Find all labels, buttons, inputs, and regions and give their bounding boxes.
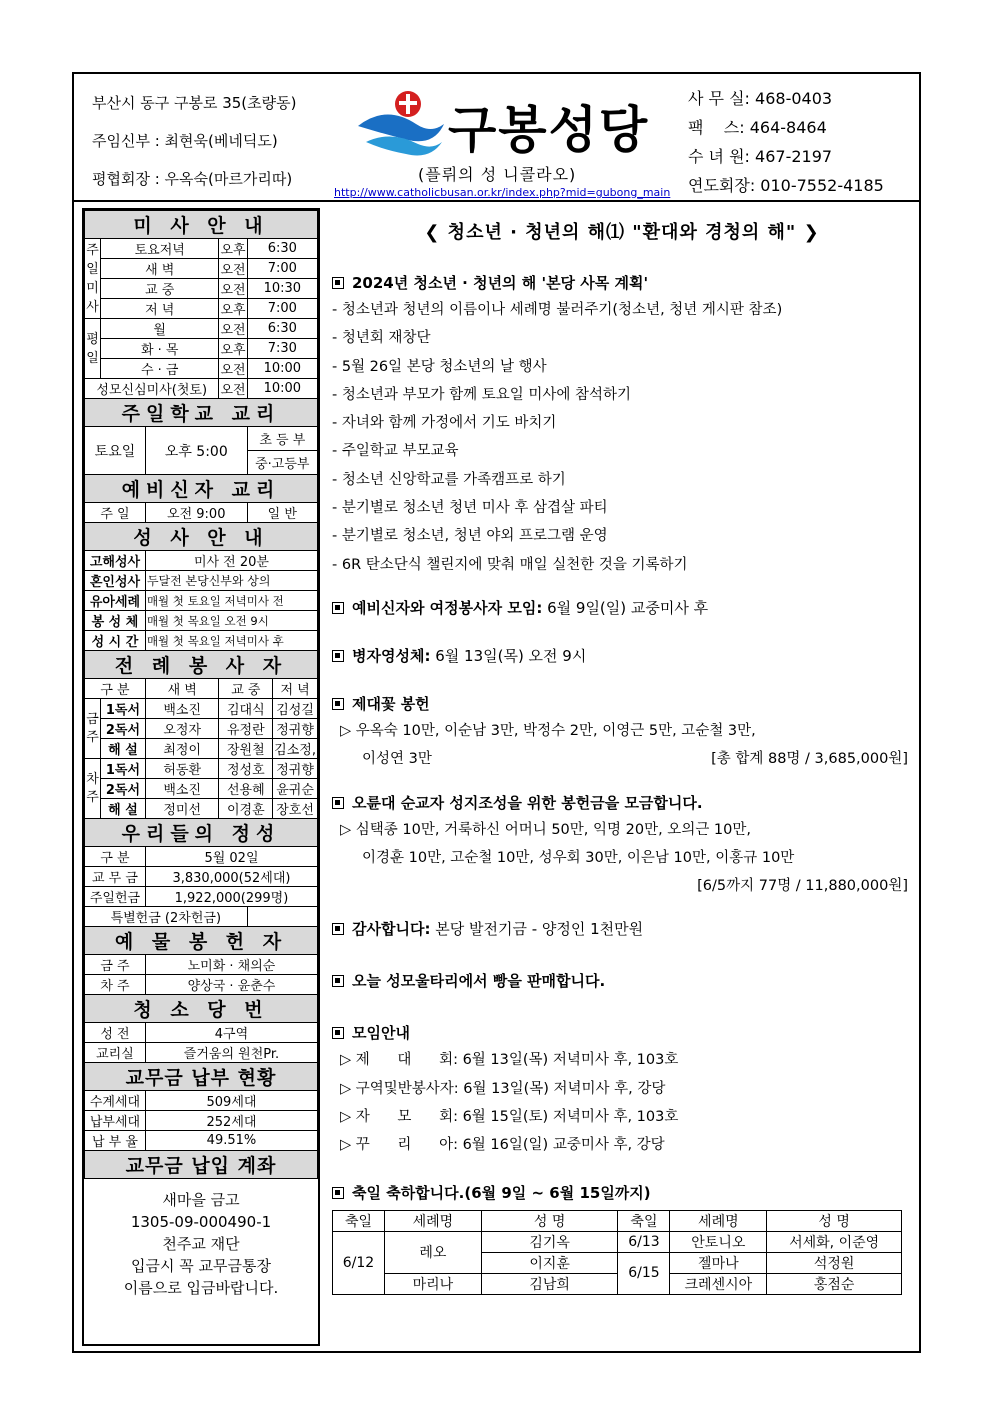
mass-name: 월 — [100, 319, 219, 339]
school-group: 초 등 부 — [247, 427, 317, 451]
feast-saint: 안토니오 — [670, 1231, 767, 1252]
parish-logo — [334, 84, 676, 199]
mass-time: 10:30 — [247, 279, 317, 299]
clean-title: 청 소 당 번 — [85, 995, 318, 1023]
left-column — [82, 208, 320, 1346]
school-day: 토요일 — [85, 427, 146, 475]
liturgy-person: 김대식 — [219, 699, 273, 719]
liturgy-person: 백소진 — [145, 779, 219, 799]
liturgy-person: 이경훈 — [219, 799, 273, 819]
plan-item: - 5월 26일 본당 청소년의 날 행사 — [332, 358, 547, 375]
bulletin-page — [72, 72, 921, 1353]
feast-person: 석정원 — [767, 1252, 902, 1273]
offering-value: 1,922,000(299명) — [145, 887, 317, 907]
patron-saint: (플뤼의 성 니콜라오) — [418, 165, 577, 184]
feast-saint: 마리나 — [384, 1273, 481, 1294]
mass-time: 6:30 — [247, 319, 317, 339]
school-title: 주일학교 교리 — [85, 399, 318, 427]
mass-title: 미 사 안 내 — [85, 211, 318, 239]
account-holder: 천주교 재단 — [162, 1235, 240, 1253]
liturgy-person: 윤귀순 — [273, 779, 318, 799]
due-value: 49.51% — [145, 1131, 317, 1151]
flower-donors: 이성연 3만 [총 합계 88명 / 3,685,000원] — [332, 745, 912, 773]
address: 부산시 동구 구봉로 35(초량동) — [92, 94, 297, 112]
meeting-item: ▷ 구역및반봉사자: 6월 13일(목) 저녁미사 후, 강당 — [340, 1080, 666, 1097]
mass-ampm: 오전 — [219, 279, 247, 299]
liturgy-person: 김성길 — [273, 699, 318, 719]
liturgy-role: 2독서 — [100, 719, 145, 739]
school-time: 오후 5:00 — [145, 427, 247, 475]
feast-head: 세례명 — [384, 1210, 481, 1231]
meeting-item: ▷ 제 대 회: 6월 13일(목) 저녁미사 후, 103호 — [340, 1052, 679, 1069]
header — [74, 74, 919, 202]
offering-title: 우리들의 정성 — [85, 819, 318, 847]
feast-date: 6/13 — [618, 1231, 670, 1252]
mass-name: 수 · 금 — [100, 359, 219, 379]
contact-funeral: 연도회장: 010-7552-4185 — [688, 176, 884, 195]
account-bank: 새마을 금고 — [162, 1191, 240, 1209]
feast-head: 성 명 — [767, 1210, 902, 1231]
square-bullet-icon — [332, 923, 344, 935]
feast-head: 성 명 — [481, 1210, 618, 1231]
liturgy-head: 교 중 — [219, 679, 273, 699]
square-bullet-icon — [332, 698, 344, 710]
feast-date: 6/12 — [333, 1231, 385, 1294]
school-group: 중·고등부 — [247, 451, 317, 475]
liturgy-person: 오정자 — [145, 719, 219, 739]
offering-label: 특별헌금 (2차헌금) — [85, 907, 248, 927]
mass-name: 교 중 — [100, 279, 219, 299]
liturgy-role: 해 설 — [100, 799, 145, 819]
account-number: 1305-09-000490-1 — [130, 1213, 272, 1231]
offering-label: 교 무 금 — [85, 867, 146, 887]
liturgy-week-label: 금주 — [85, 699, 101, 759]
council-president: 평협회장 : 우옥숙(마르가리따) — [92, 170, 293, 188]
sacrament-info: 매월 첫 목요일 오전 9시 — [145, 611, 317, 631]
contact-convent: 수 녀 원: 467-2197 — [688, 147, 833, 166]
liturgy-role: 해 설 — [100, 739, 145, 759]
square-bullet-icon — [332, 602, 344, 614]
liturgy-title: 전 례 봉 사 자 — [85, 651, 318, 679]
section-heading: 오륜대 순교자 성지조성을 위한 봉헌금을 모금합니다. — [332, 790, 912, 816]
feast-person: 김남희 — [481, 1273, 618, 1294]
mass-time: 6:30 — [247, 239, 317, 259]
plan-item: - 분기별로 청소년 청년 미사 후 삼겹살 파티 — [332, 500, 608, 517]
due-label: 수계세대 — [85, 1091, 146, 1111]
liturgy-person: 최정이 — [145, 739, 219, 759]
catechumen-time: 오전 9:00 — [145, 503, 247, 523]
square-bullet-icon — [332, 1187, 344, 1199]
section-heading: 감사합니다: 본당 발전기금 - 양정인 1천만원 — [332, 916, 912, 942]
due-label: 납 부 율 — [85, 1131, 146, 1151]
due-title: 교무금 납부 현황 — [85, 1063, 318, 1091]
gift-label: 차 주 — [85, 975, 146, 995]
section-heading: 예비신자와 여정봉사자 모임: 6월 9일(일) 교중미사 후 — [332, 595, 912, 621]
sacrament-name: 혼인성사 — [85, 571, 146, 591]
feast-person: 김기옥 — [481, 1231, 618, 1252]
liturgy-role: 1독서 — [100, 759, 145, 779]
feast-date: 6/15 — [618, 1252, 670, 1294]
due-label: 납부세대 — [85, 1111, 146, 1131]
plan-item: - 청소년과 청년의 이름이나 세례명 불러주기(청소년, 청년 게시판 참조) — [332, 302, 783, 318]
liturgy-person: 정귀향 — [273, 759, 318, 779]
mass-name: 새 벽 — [100, 259, 219, 279]
mass-ampm: 오후 — [219, 299, 247, 319]
plan-item: - 6R 탄소단식 챌린지에 맞춰 매일 실천한 것을 기록하기 — [332, 556, 688, 573]
liturgy-person: 유정란 — [219, 719, 273, 739]
due-value: 252세대 — [145, 1111, 317, 1131]
mass-time: 10:00 — [247, 359, 317, 379]
liturgy-head: 저 녁 — [273, 679, 318, 699]
flower-donors: ▷ 우옥숙 10만, 이순남 3만, 박정수 2만, 이영근 5만, 고순철 3만, — [340, 722, 756, 739]
liturgy-role: 1독서 — [100, 699, 145, 719]
feast-person: 이지훈 — [481, 1252, 618, 1273]
feast-saint: 레오 — [384, 1231, 481, 1273]
plan-item: - 청년회 재창단 — [332, 330, 431, 347]
square-bullet-icon — [332, 975, 344, 987]
feast-head: 세례명 — [670, 1210, 767, 1231]
mass-time: 10:00 — [247, 379, 317, 399]
right-column — [332, 214, 912, 1295]
mass-ampm: 오후 — [219, 339, 247, 359]
clean-place: 교리실 — [85, 1043, 146, 1063]
account-note: 입금시 꼭 교무금통장 — [131, 1257, 271, 1275]
pastor: 주임신부 : 최현욱(베네딕도) — [92, 132, 278, 150]
sacrament-name: 봉 성 체 — [85, 611, 146, 631]
feast-table — [332, 1210, 902, 1295]
mass-ampm: 오후 — [219, 239, 247, 259]
catechumen-day: 주 일 — [85, 503, 146, 523]
gift-names: 노미화 · 채의순 — [145, 955, 317, 975]
offering-label: 주일헌금 — [85, 887, 146, 907]
offering-value — [247, 907, 317, 927]
section-heading: 2024년 청소년 · 청년의 해 '본당 사목 계획' — [332, 270, 912, 296]
catechumen-group: 일 반 — [247, 503, 317, 523]
gift-title: 예 물 봉 헌 자 — [85, 927, 318, 955]
liturgy-person: 백소진 — [145, 699, 219, 719]
plan-item: - 청소년 신앙학교를 가족캠프로 하기 — [332, 471, 566, 488]
mass-ampm: 오전 — [219, 319, 247, 339]
martyr-donors: ▷ 심택종 10만, 거룩하신 어머니 50만, 익명 20만, 오의근 10만, — [340, 821, 752, 838]
feast-person: 서세화, 이준영 — [767, 1231, 902, 1252]
section-heading: 축일 축하합니다.(6월 9일 ~ 6월 15일까지) — [332, 1180, 912, 1206]
clean-group: 4구역 — [145, 1023, 317, 1043]
offering-value: 5월 02일 — [145, 847, 317, 867]
liturgy-person: 김소정, — [273, 739, 318, 759]
sacrament-info: 매월 첫 토요일 저녁미사 전 — [145, 591, 317, 611]
contact-office: 사 무 실: 468-0403 — [688, 89, 833, 108]
section-heading: 병자영성체: 6월 13일(목) 오전 9시 — [332, 643, 912, 669]
due-value: 509세대 — [145, 1091, 317, 1111]
section-heading: 모임안내 — [332, 1020, 912, 1046]
offering-value: 3,830,000(52세대) — [145, 867, 317, 887]
square-bullet-icon — [332, 1027, 344, 1039]
liturgy-person: 정미선 — [145, 799, 219, 819]
meeting-item: ▷ 꾸 리 아: 6월 16일(일) 교중미사 후, 강당 — [340, 1137, 665, 1154]
offering-label: 구 분 — [85, 847, 146, 867]
sacrament-info: 매월 첫 목요일 저녁미사 후 — [145, 631, 317, 651]
gift-label: 금 주 — [85, 955, 146, 975]
feast-head: 축일 — [618, 1210, 670, 1231]
meeting-item: ▷ 자 모 회: 6월 15일(토) 저녁미사 후, 103호 — [340, 1109, 679, 1126]
plan-item: - 청소년과 부모가 함께 토요일 미사에 참석하기 — [332, 386, 632, 403]
mass-name: 성모신심미사(첫토) — [85, 379, 219, 399]
square-bullet-icon — [332, 650, 344, 662]
mass-ampm: 오전 — [219, 379, 247, 399]
sacrament-info: 미사 전 20분 — [145, 551, 317, 571]
square-bullet-icon — [332, 277, 344, 289]
weekday-mass-label: 평일 — [85, 319, 101, 379]
liturgy-head: 구 분 — [85, 679, 146, 699]
martyr-total: [6/5까지 77명 / 11,880,000원] — [697, 878, 908, 895]
section-heading: 제대꽃 봉헌 — [332, 691, 912, 717]
clean-place: 성 전 — [85, 1023, 146, 1043]
liturgy-person: 장호선 — [273, 799, 318, 819]
feast-saint: 크레센시아 — [670, 1273, 767, 1294]
liturgy-role: 2독서 — [100, 779, 145, 799]
gift-names: 양상국 · 윤춘수 — [145, 975, 317, 995]
liturgy-person: 정귀향 — [273, 719, 318, 739]
mass-time: 7:00 — [247, 299, 317, 319]
section-heading: 오늘 성모울타리에서 빵을 판매합니다. — [332, 968, 912, 994]
sacrament-name: 고해성사 — [85, 551, 146, 571]
contact-fax: 팩 스: 464-8464 — [688, 118, 827, 137]
wave-cross-icon — [356, 84, 448, 164]
liturgy-person: 정성호 — [219, 759, 273, 779]
parish-name: 구봉성당 — [448, 101, 650, 159]
flower-total: [총 합계 88명 / 3,685,000원] — [711, 751, 908, 768]
parish-url-link[interactable]: http://www.catholicbusan.or.kr/index.php?mid=gubong_main — [334, 186, 671, 199]
feast-saint: 젤마나 — [670, 1252, 767, 1273]
liturgy-person: 선용혜 — [219, 779, 273, 799]
sacrament-name: 유아세례 — [85, 591, 146, 611]
account-info — [84, 1179, 318, 1299]
plan-item: - 자녀와 함께 가정에서 기도 바치기 — [332, 415, 557, 432]
sacrament-title: 성 사 안 내 — [85, 523, 318, 551]
feast-head: 축일 — [333, 1210, 385, 1231]
liturgy-person: 허동환 — [145, 759, 219, 779]
clean-group: 즐거움의 원천Pr. — [145, 1043, 317, 1063]
mass-name: 저 녁 — [100, 299, 219, 319]
martyr-donors: 이경훈 10만, 고순철 10만, 성우회 30만, 이은남 10만, 이홍규 10만 — [362, 849, 795, 866]
mass-time: 7:30 — [247, 339, 317, 359]
liturgy-week-label: 차주 — [85, 759, 101, 819]
mass-ampm: 오전 — [219, 259, 247, 279]
mass-ampm: 오전 — [219, 359, 247, 379]
sacrament-name: 성 시 간 — [85, 631, 146, 651]
account-title: 교무금 납입 계좌 — [85, 1151, 318, 1179]
square-bullet-icon — [332, 797, 344, 809]
mass-time: 7:00 — [247, 259, 317, 279]
main-title: ❮ 청소년 · 청년의 해⑴ "환대와 경청의 해" ❯ — [424, 222, 820, 243]
mass-name: 토요저녁 — [100, 239, 219, 259]
sunday-mass-label: 주일미사 — [85, 239, 101, 319]
mass-name: 화 · 목 — [100, 339, 219, 359]
liturgy-head: 새 벽 — [145, 679, 219, 699]
account-note: 이름으로 입금바랍니다. — [123, 1279, 279, 1297]
plan-item: - 주일학교 부모교육 — [332, 443, 459, 460]
sacrament-info: 두달전 본당신부와 상의 — [145, 571, 317, 591]
catechumen-title: 예비신자 교리 — [85, 475, 318, 503]
liturgy-person: 장원철 — [219, 739, 273, 759]
plan-item: - 분기별로 청소년, 청년 야외 프로그램 운영 — [332, 528, 608, 545]
feast-person: 홍점순 — [767, 1273, 902, 1294]
left-info-table — [84, 210, 318, 1179]
